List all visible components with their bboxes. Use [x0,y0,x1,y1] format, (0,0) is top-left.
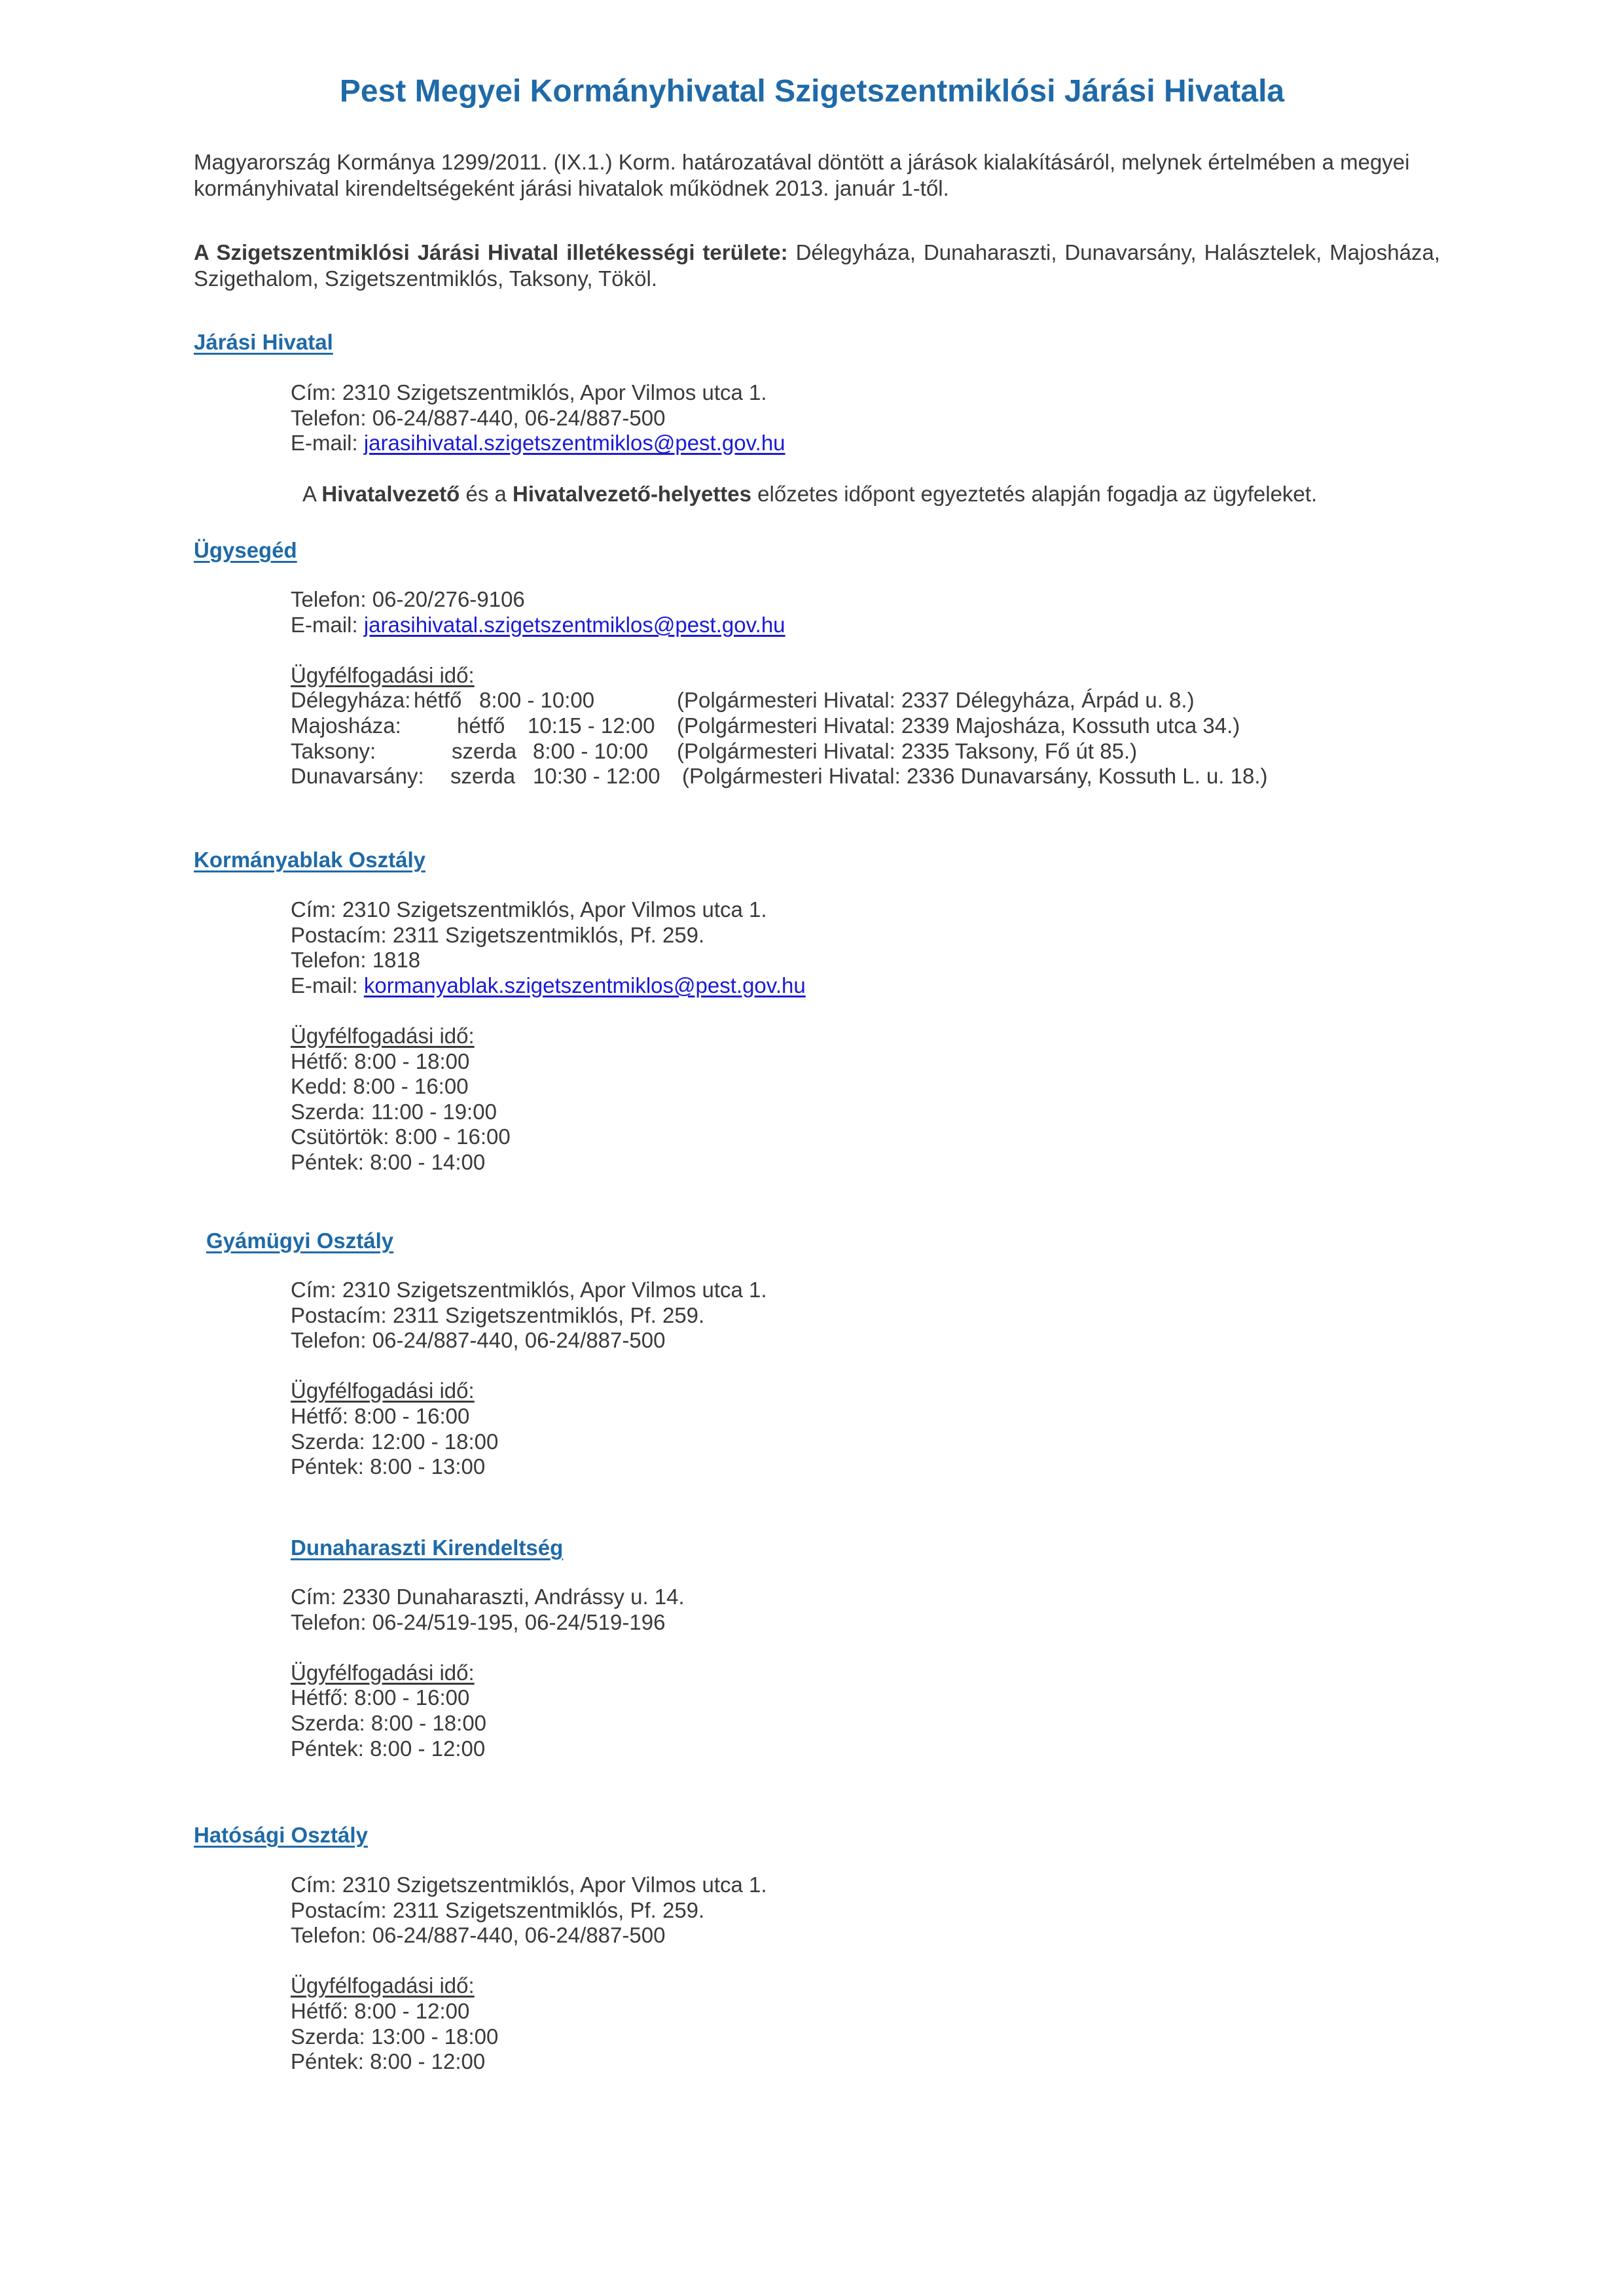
schedule-time: 10:30 - 12:00 [533,764,660,789]
jarasi-contact-block [291,380,785,456]
hours-line: Péntek: 8:00 - 12:00 [291,1736,486,1761]
dunaharaszti-hours-label: Ügyfélfogadási idő: [291,1660,475,1685]
hours-line: Szerda: 13:00 - 18:00 [291,2024,499,2049]
page-title: Pest Megyei Kormányhivatal Szigetszentmiklósi Járási Hivatala [339,74,1285,109]
ugyseged-phone: Telefon: 06-20/276-9106 [291,587,525,611]
hours-line: Péntek: 8:00 - 13:00 [291,1454,486,1479]
jarasi-phone: Telefon: 06-24/887-440, 06-24/887-500 [291,405,666,430]
schedule-place: (Polgármesteri Hivatal: 2336 Dunavarsány, Kossuth L. u. 18.) [682,764,1268,789]
hours-line: Csütörtök: 8:00 - 16:00 [291,1124,511,1149]
heading-gyamugyi[interactable]: Gyámügyi Osztály [206,1229,394,1253]
schedule-day: hétfő [457,713,505,738]
hatosagi-hours-label: Ügyfélfogadási idő: [291,1973,475,1998]
schedule-town: Majosháza: [291,713,401,738]
hours-line: Szerda: 11:00 - 19:00 [291,1099,497,1124]
ugyseged-email-line [291,613,785,638]
email-label: E-mail: [291,431,364,456]
hatosagi-contact-block [291,1873,767,2075]
gyamugyi-address: Cím: 2310 Szigetszentmiklós, Apor Vilmos utca 1. [291,1278,767,1302]
kormanyablak-email-line [291,973,806,999]
hours-line: Hétfő: 8:00 - 16:00 [291,1685,470,1710]
dunaharaszti-phone: Telefon: 06-24/519-195, 06-24/519-196 [291,1609,666,1634]
hours-line: Péntek: 8:00 - 12:00 [291,2049,486,2074]
schedule-town: Dunavarsány: [291,764,424,789]
kormanyablak-contact-block [291,897,806,1175]
intro-paragraph: Magyarország Kormánya 1299/2011. (IX.1.) Korm. határozatával döntött a járások kialakításáról, melynek értelmében a megyei kormányhivatal kirendeltségeként járási hivatalok működnek 2013. január 1-től. [194,150,1410,200]
jarasi-address: Cím: 2310 Szigetszentmiklós, Apor Vilmos utca 1. [291,380,767,404]
schedule-row [291,688,1195,713]
ugyseged-hours-label: Ügyfélfogadási idő: [291,662,475,687]
jurisdiction-paragraph [194,240,1440,292]
schedule-day: hétfő [414,688,462,713]
hatosagi-phone: Telefon: 06-24/887-440, 06-24/887-500 [291,1923,666,1948]
kormanyablak-hours-label: Ügyfélfogadási idő: [291,1023,475,1048]
kormanyablak-email-link[interactable]: kormanyablak.szigetszentmiklos@pest.gov.hu [363,973,806,997]
jurisdiction-label: A Szigetszentmiklósi Járási Hivatal illetékességi területe: [194,240,788,264]
dunaharaszti-address: Cím: 2330 Dunaharaszti, Andrássy u. 14. [291,1585,685,1609]
kormanyablak-postal: Postacím: 2311 Szigetszentmiklós, Pf. 259. [291,922,705,947]
schedule-time: 8:00 - 10:00 [533,738,649,763]
gyamugyi-postal: Postacím: 2311 Szigetszentmiklós, Pf. 259. [291,1302,705,1327]
hours-line: Kedd: 8:00 - 16:00 [291,1074,469,1099]
heading-jarasi-hivatal[interactable]: Járási Hivatal [194,330,333,354]
hours-line: Hétfő: 8:00 - 16:00 [291,1403,470,1428]
schedule-day: szerda [450,764,516,789]
gyamugyi-phone: Telefon: 06-24/887-440, 06-24/887-500 [291,1328,666,1353]
schedule-town: Taksony: [291,738,376,763]
note-text: A [302,482,322,506]
heading-dunaharaszti[interactable]: Dunaharaszti Kirendeltség [291,1535,564,1560]
kormanyablak-address: Cím: 2310 Szigetszentmiklós, Apor Vilmos utca 1. [291,897,767,922]
hours-line: Hétfő: 8:00 - 18:00 [291,1049,470,1073]
note-text: és a [460,482,513,506]
heading-kormanyablak[interactable]: Kormányablak Osztály [194,848,425,872]
heading-ugyseged[interactable]: Ügysegéd [194,538,297,562]
ugyseged-email-link[interactable]: jarasihivatal.szigetszentmiklos@pest.gov.hu [363,612,785,637]
jurisdiction-towns: Délegyháza, Dunaharaszti, Dunavarsány, Halásztelek, Majosháza, Szigethalom, Szigetszentmiklós, Taksony, Tököl. [194,240,1440,291]
hours-line: Szerda: 12:00 - 18:00 [291,1429,499,1454]
hours-line: Péntek: 8:00 - 14:00 [291,1149,486,1174]
kormanyablak-phone: Telefon: 1818 [291,948,421,973]
jarasi-email-line [291,431,785,456]
hours-line: Hétfő: 8:00 - 12:00 [291,1998,470,2023]
note-bold-head: Hivatalvezető [321,482,460,506]
dunaharaszti-contact-block [291,1585,685,1761]
jarasi-email-link[interactable]: jarasihivatal.szigetszentmiklos@pest.gov.hu [363,431,785,456]
note-bold-deputy: Hivatalvezető-helyettes [513,482,751,506]
note-text: előzetes időpont egyeztetés alapján fogadja az ügyfeleket. [751,482,1318,506]
schedule-place: (Polgármesteri Hivatal: 2339 Majosháza, Kossuth utca 34.) [677,713,1240,738]
email-label: E-mail: [291,612,364,637]
email-label: E-mail: [291,973,364,997]
hatosagi-postal: Postacím: 2311 Szigetszentmiklós, Pf. 259. [291,1897,705,1922]
schedule-town: Délegyháza: [291,688,411,713]
hatosagi-address: Cím: 2310 Szigetszentmiklós, Apor Vilmos utca 1. [291,1873,767,1897]
schedule-day: szerda [452,738,517,763]
schedule-row [291,738,1138,764]
schedule-time: 10:15 - 12:00 [528,713,655,738]
schedule-time: 8:00 - 10:00 [479,688,595,713]
reception-note [302,481,1317,507]
gyamugyi-contact-block [291,1278,767,1480]
gyamugyi-hours-label: Ügyfélfogadási idő: [291,1378,475,1403]
schedule-row [291,713,1240,739]
schedule-row [291,764,1268,789]
hours-line: Szerda: 8:00 - 18:00 [291,1710,487,1735]
heading-hatosagi[interactable]: Hatósági Osztály [194,1823,368,1847]
schedule-place: (Polgármesteri Hivatal: 2337 Délegyháza, Árpád u. 8.) [677,688,1195,713]
schedule-place: (Polgármesteri Hivatal: 2335 Taksony, Fő út 85.) [677,738,1138,763]
ugyseged-contact-block [291,587,1268,789]
